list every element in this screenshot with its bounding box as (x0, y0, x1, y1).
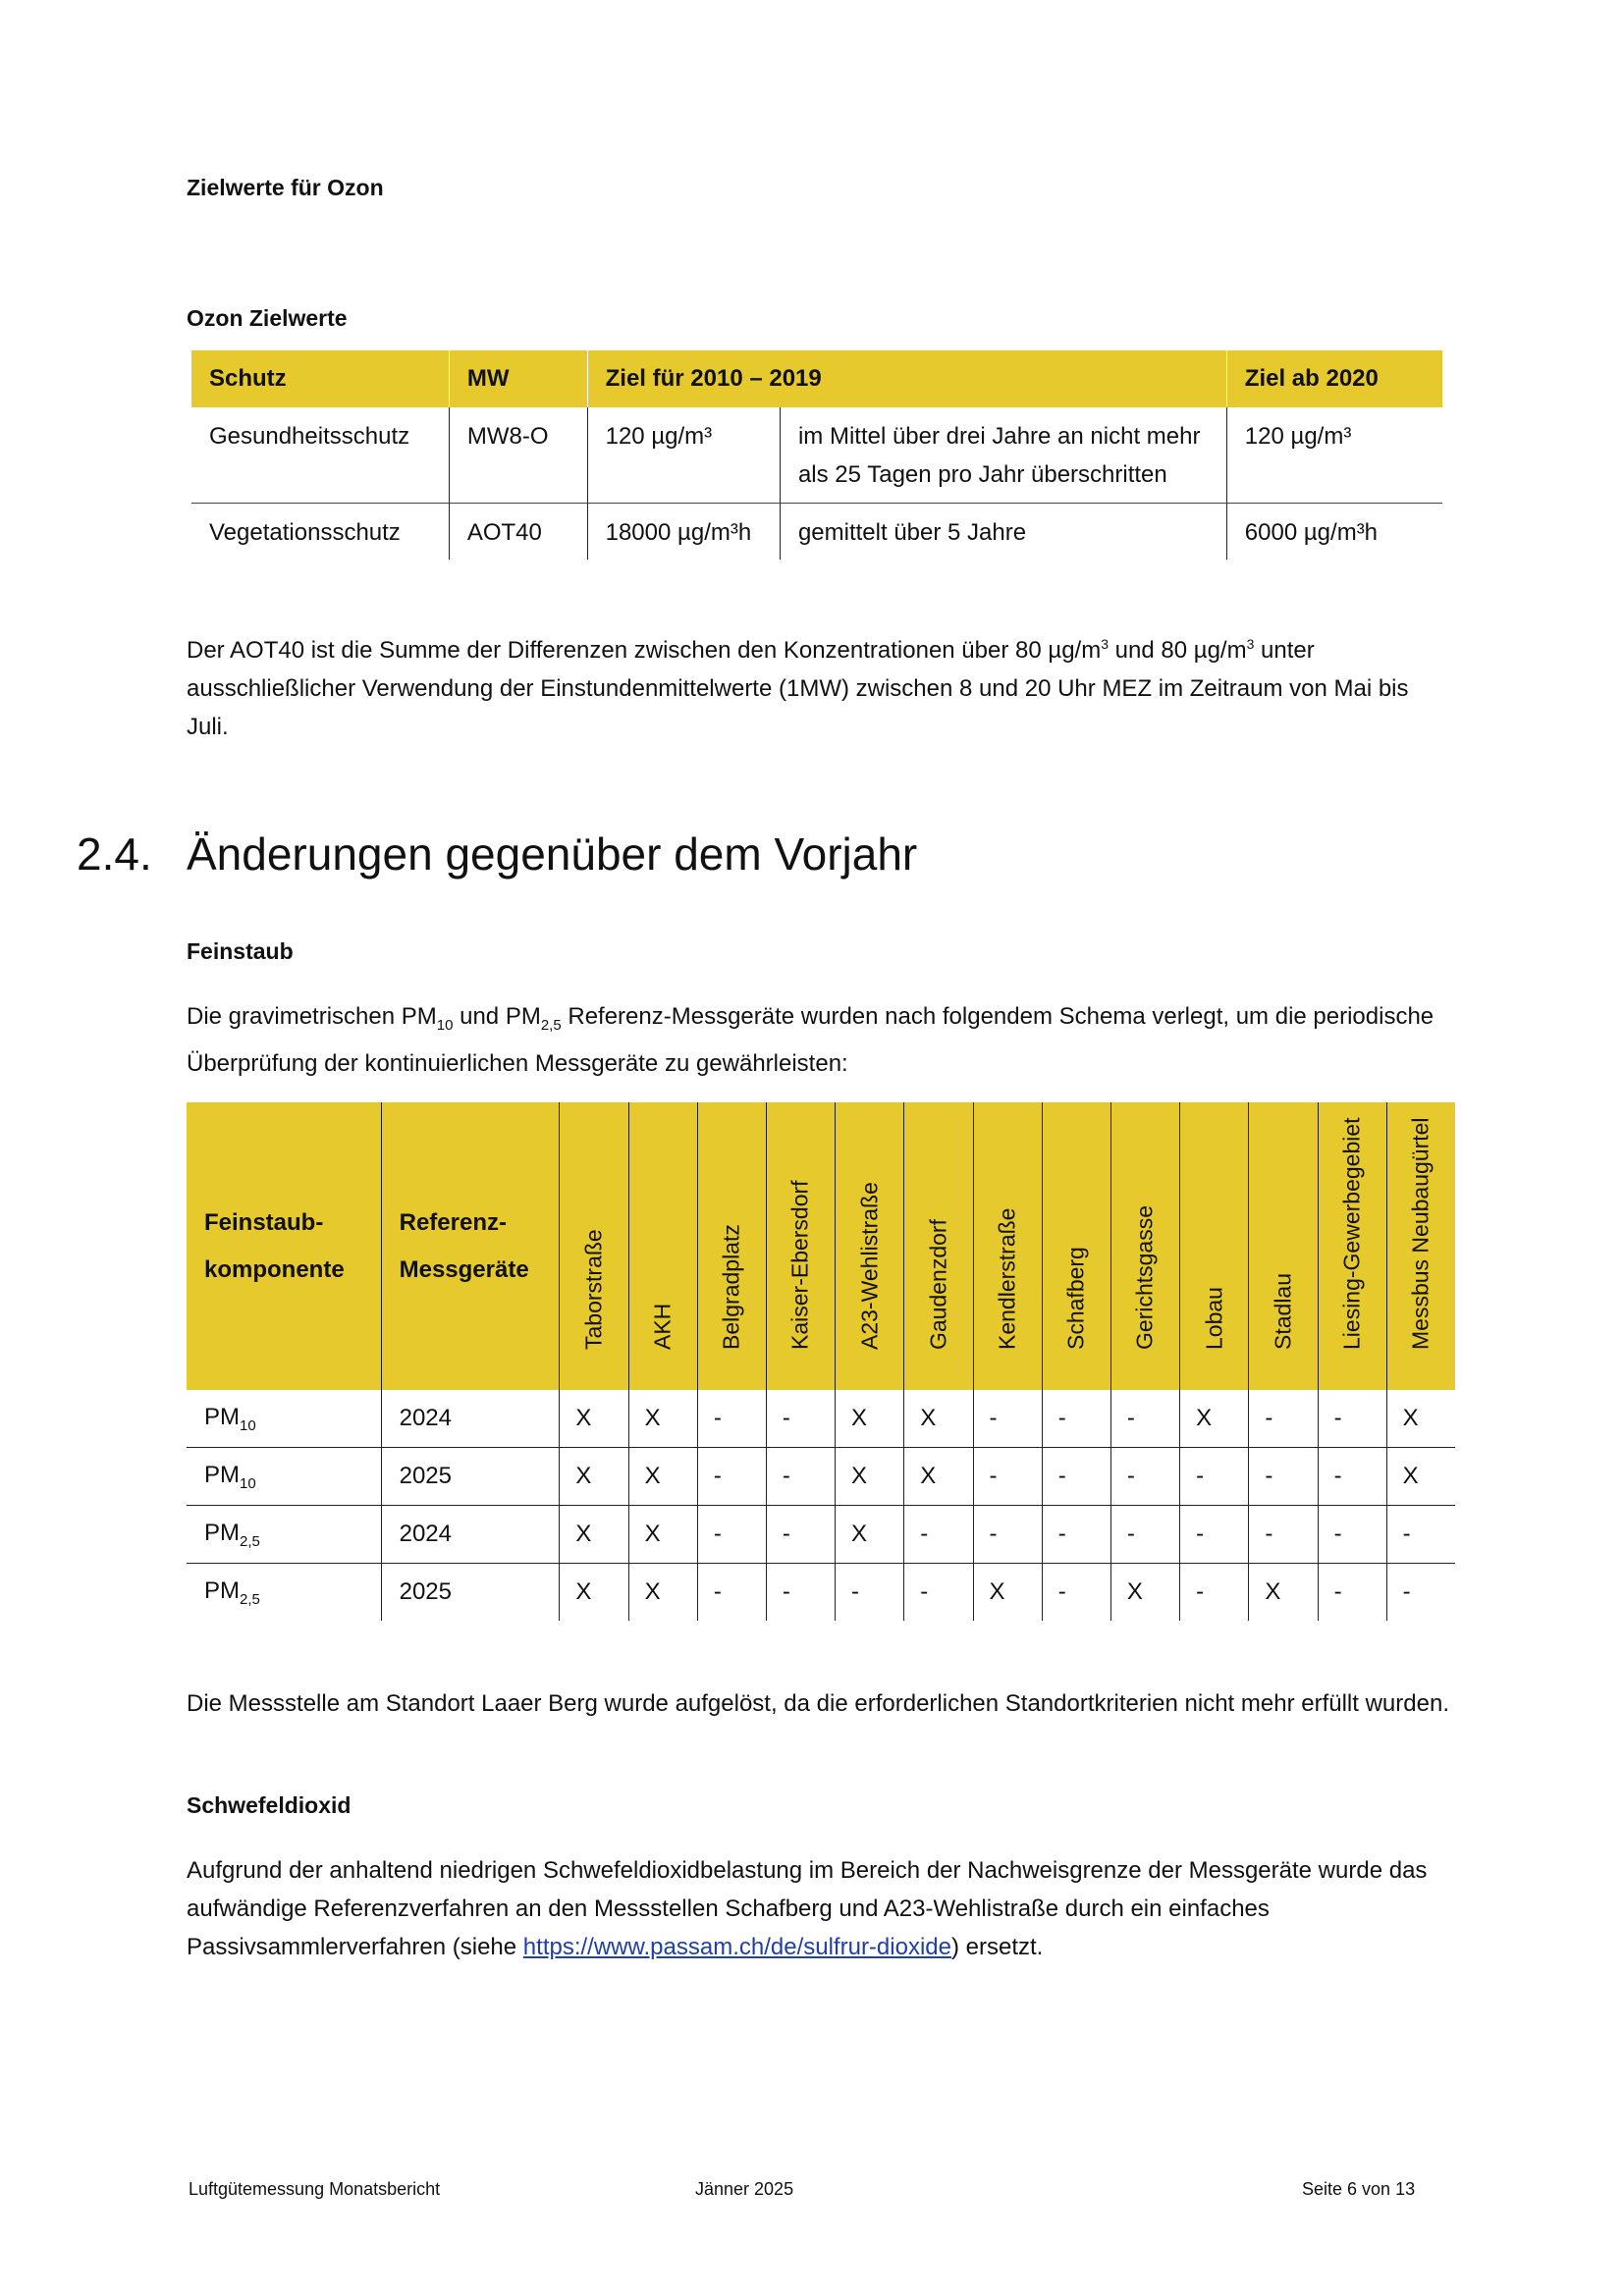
aot40-sup-2: 3 (1246, 636, 1255, 652)
ozon-cell-mw: AOT40 (449, 504, 587, 561)
fs-cell-station: - (1042, 1506, 1110, 1564)
pm-subscript: 10 (240, 1474, 256, 1492)
station-label: Lobau (1201, 1287, 1227, 1350)
fs-cell-station: - (1318, 1564, 1386, 1622)
ozon-cell-ziel2020: 6000 µg/m³h (1226, 504, 1442, 561)
fs-cell-station: - (697, 1564, 766, 1622)
table-row (191, 504, 1442, 561)
fs-cell-station: - (697, 1390, 766, 1448)
fs-cell-station: - (1318, 1390, 1386, 1448)
fs-cell-station: - (904, 1506, 973, 1564)
heading-schwefeldioxid: Schwefeldioxid (187, 1792, 352, 1818)
pm-label: PM (204, 1576, 240, 1604)
station-label: Taborstraße (580, 1229, 607, 1350)
fs-cell-jahr: 2024 (381, 1390, 560, 1448)
fs-cell-station: - (766, 1390, 835, 1448)
fs-cell-station: - (1180, 1448, 1249, 1506)
fs-cell-station: - (1249, 1506, 1318, 1564)
station-label: Kaiser-Ebersdorf (786, 1180, 813, 1350)
aot40-paragraph (187, 625, 1453, 746)
passam-link[interactable]: https://www.passam.ch/de/sulfrur-dioxide (522, 1934, 951, 1960)
station-label: Stadlau (1270, 1272, 1296, 1350)
station-label: Belgradplatz (718, 1224, 744, 1350)
aot40-text-2: und 80 µg/m (1109, 637, 1247, 664)
section-number: 2.4. (77, 828, 152, 880)
table-row (191, 407, 1442, 504)
ozon-table (191, 350, 1442, 560)
fs-cell-komponente (187, 1390, 381, 1448)
fs-cell-station: - (1180, 1564, 1249, 1622)
fs-header-station (628, 1102, 697, 1390)
fs-cell-station: - (1042, 1390, 1110, 1448)
fs-cell-station: X (628, 1448, 697, 1506)
schwefel-text-a: Aufgrund der anhaltend niedrigen Schwefeldioxidbelastung im Bereich der Nachweisgrenze der Messgeräte wurde das aufwändige Referenzverfahren an den Messstellen Schafberg und A23-Wehlistraße durch ein einfaches Passivsammlerverfahren (siehe (187, 1857, 1428, 1960)
fs-cell-station: X (560, 1448, 628, 1506)
fs-cell-station: - (1110, 1448, 1179, 1506)
ozon-cell-beschreibung: gemittelt über 5 Jahre (780, 504, 1226, 561)
fs-cell-station: X (628, 1390, 697, 1448)
table-row (187, 1564, 1455, 1622)
intro-text-a: Die gravimetrischen PM (187, 1003, 437, 1030)
pm-subscript: 2,5 (240, 1532, 260, 1550)
feinstaub-intro (187, 997, 1453, 1083)
fs-cell-station: X (836, 1390, 904, 1448)
fs-cell-station: X (904, 1390, 973, 1448)
pm-label: PM (204, 1403, 240, 1430)
fs-cell-station: - (766, 1564, 835, 1622)
fs-cell-station: - (973, 1506, 1042, 1564)
fs-cell-station: - (697, 1448, 766, 1506)
pm-label: PM (204, 1461, 240, 1488)
ozon-header-ziel-2020: Ziel ab 2020 (1226, 350, 1442, 407)
ozon-header-mw: MW (449, 350, 587, 407)
schwefel-paragraph (187, 1851, 1453, 1966)
fs-header-station (1042, 1102, 1110, 1390)
fs-cell-komponente (187, 1448, 381, 1506)
fs-header-station (1318, 1102, 1386, 1390)
laaer-berg-note: Die Messstelle am Standort Laaer Berg wurde aufgelöst, da die erforderlichen Standortkriterien nicht mehr erfüllt wurden. (187, 1690, 1449, 1717)
intro-sub-1: 10 (436, 1016, 454, 1034)
fs-cell-station: - (1042, 1564, 1110, 1622)
fs-header-komponente: Feinstaub-komponente (187, 1102, 381, 1390)
ozon-table-title: Ozon Zielwerte (187, 305, 348, 331)
fs-cell-station: X (628, 1506, 697, 1564)
ozon-cell-mw: MW8-O (449, 407, 587, 504)
station-label: Messbus Neubaugürtel (1407, 1117, 1434, 1350)
fs-header-station (836, 1102, 904, 1390)
fs-header-station (1180, 1102, 1249, 1390)
fs-cell-station: - (1249, 1390, 1318, 1448)
fs-cell-station: X (628, 1564, 697, 1622)
fs-cell-station: - (766, 1506, 835, 1564)
fs-cell-komponente (187, 1564, 381, 1622)
ozon-cell-schutz: Gesundheitsschutz (191, 407, 449, 504)
station-label: Gerichtsgasse (1131, 1204, 1158, 1350)
table-row (187, 1390, 1455, 1448)
fs-cell-station: - (1110, 1506, 1179, 1564)
section-title: Änderungen gegenüber dem Vorjahr (187, 828, 918, 880)
feinstaub-table (187, 1102, 1455, 1621)
fs-cell-station: X (973, 1564, 1042, 1622)
fs-header-station (697, 1102, 766, 1390)
ozon-header-schutz: Schutz (191, 350, 449, 407)
fs-header-station (973, 1102, 1042, 1390)
fs-header-station (904, 1102, 973, 1390)
fs-cell-station: - (1318, 1448, 1386, 1506)
station-label: Gaudenzdorf (925, 1219, 951, 1350)
fs-header-station (560, 1102, 628, 1390)
fs-cell-station: X (1110, 1564, 1179, 1622)
pm-subscript: 10 (240, 1416, 256, 1434)
ozon-header-ziel-2010: Ziel für 2010 – 2019 (587, 350, 1226, 407)
fs-cell-station: X (1249, 1564, 1318, 1622)
fs-cell-station: - (697, 1506, 766, 1564)
aot40-text-1: Der AOT40 ist die Summe der Differenzen zwischen den Konzentrationen über 80 µg/m (187, 637, 1102, 664)
fs-cell-station: X (560, 1390, 628, 1448)
table-row (187, 1448, 1455, 1506)
intro-text-b: und PM (453, 1003, 541, 1030)
heading-zielwerte-ozon: Zielwerte für Ozon (187, 175, 384, 200)
station-label: AKH (649, 1303, 676, 1350)
ozon-cell-schutz: Vegetationsschutz (209, 519, 401, 546)
fs-cell-station: X (836, 1506, 904, 1564)
station-label: Liesing-Gewerbegebiet (1338, 1117, 1365, 1350)
fs-cell-station: - (1042, 1448, 1110, 1506)
fs-cell-jahr: 2025 (381, 1564, 560, 1622)
fs-cell-station: X (1386, 1448, 1455, 1506)
ozon-cell-beschreibung: im Mittel über drei Jahre an nicht mehr als 25 Tagen pro Jahr überschritten (780, 407, 1226, 504)
fs-cell-station: - (1110, 1390, 1179, 1448)
fs-cell-komponente (187, 1506, 381, 1564)
fs-cell-station: - (904, 1564, 973, 1622)
table-row (187, 1506, 1455, 1564)
fs-cell-station: - (1386, 1506, 1455, 1564)
ozon-cell-wert: 18000 µg/m³h (587, 504, 780, 561)
fs-cell-station: X (1180, 1390, 1249, 1448)
fs-header-station (1249, 1102, 1318, 1390)
intro-text-c: Referenz-Messgeräte wurden nach folgendem Schema verlegt, um die periodische Überprüfung der kontinuierlichen Messgeräte zu gewährleisten: (187, 1003, 1435, 1077)
station-label: Schafberg (1062, 1247, 1089, 1350)
fs-cell-station: - (836, 1564, 904, 1622)
fs-cell-station: - (1249, 1448, 1318, 1506)
fs-cell-station: - (1318, 1506, 1386, 1564)
footer-right: Seite 6 von 13 (1302, 2179, 1416, 2199)
fs-cell-station: X (1386, 1390, 1455, 1448)
fs-cell-station: X (836, 1448, 904, 1506)
fs-header-station (1110, 1102, 1179, 1390)
ozon-cell-wert: 120 µg/m³ (587, 407, 780, 504)
aot40-text-3: unter ausschließlicher Verwendung der Einstundenmittelwerte (1MW) zwischen 8 und 20 Uhr MEZ im Zeitraum von Mai bis Juli. (187, 637, 1409, 740)
fs-header-station (766, 1102, 835, 1390)
fs-header-station (1386, 1102, 1455, 1390)
pm-subscript: 2,5 (240, 1590, 260, 1608)
station-label: Kendlerstraße (994, 1207, 1020, 1350)
fs-cell-station: X (560, 1506, 628, 1564)
intro-sub-2: 2,5 (540, 1016, 562, 1034)
fs-cell-station: - (1180, 1506, 1249, 1564)
footer-left: Luftgütemessung Monatsbericht (189, 2179, 441, 2199)
schwefel-text-b: ) ersetzt. (950, 1934, 1044, 1960)
fs-cell-jahr: 2025 (381, 1448, 560, 1506)
fs-header-referenz: Referenz-Messgeräte (381, 1102, 560, 1390)
ozon-cell-ziel2020: 120 µg/m³ (1226, 407, 1442, 504)
fs-cell-station: - (973, 1390, 1042, 1448)
fs-cell-jahr: 2024 (381, 1506, 560, 1564)
station-label: A23-Wehlistraße (856, 1182, 883, 1350)
pm-label: PM (204, 1519, 240, 1546)
heading-feinstaub: Feinstaub (187, 938, 294, 964)
fs-cell-station: - (1386, 1564, 1455, 1622)
fs-cell-station: - (973, 1448, 1042, 1506)
fs-cell-station: X (904, 1448, 973, 1506)
fs-cell-station: - (766, 1448, 835, 1506)
footer-center: Jänner 2025 (695, 2179, 794, 2199)
fs-cell-station: X (560, 1564, 628, 1622)
aot40-sup-1: 3 (1101, 636, 1110, 652)
